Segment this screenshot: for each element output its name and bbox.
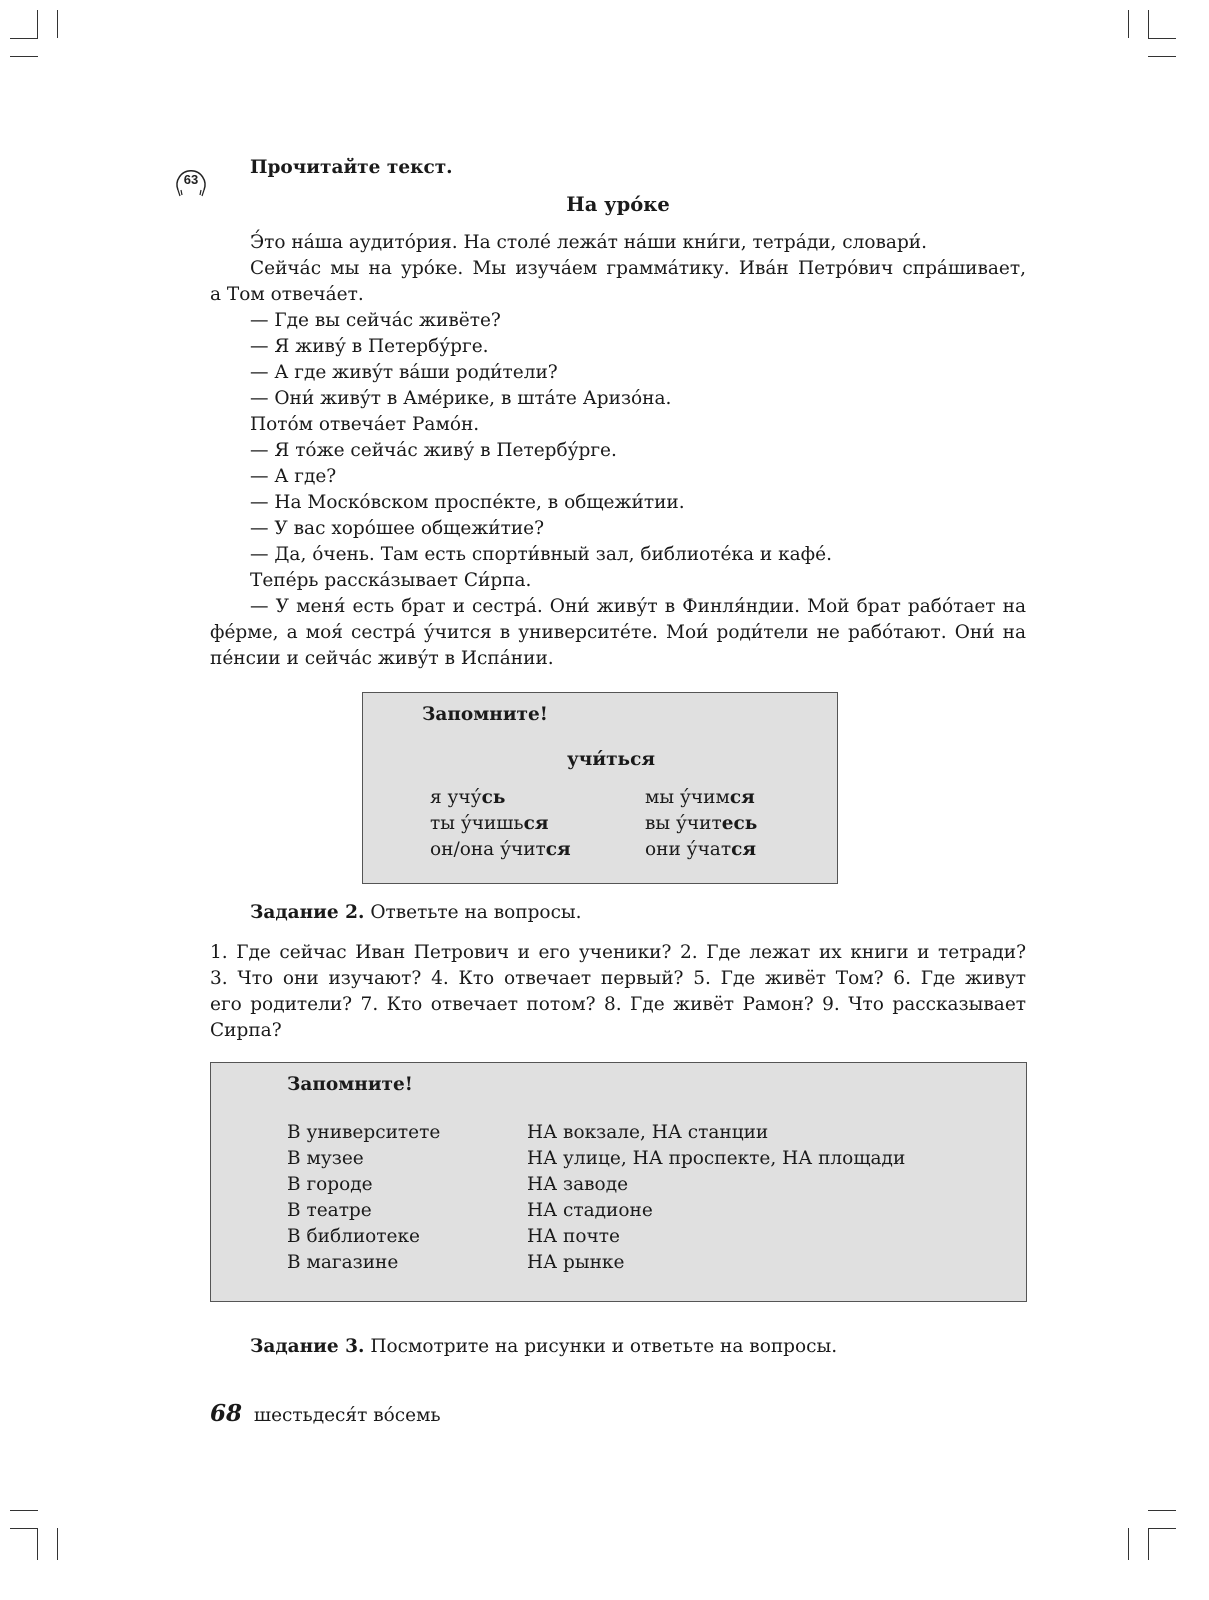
v-item: В театре: [287, 1200, 372, 1221]
question-line: 1. Где сейчас Иван Петрович и его ученики? 2. Где лежат их книги и тетради?: [210, 942, 1026, 963]
crop-mark: [1148, 1510, 1176, 1511]
crop-mark: [37, 1528, 38, 1560]
na-item: НА улице, НА проспекте, НА площади: [527, 1148, 906, 1169]
crop-mark: [57, 1528, 58, 1560]
crop-mark: [1128, 10, 1129, 38]
form-stem: вы у́чит: [645, 813, 722, 834]
crop-mark: [10, 1528, 38, 1529]
form-stem: я учу́: [430, 787, 482, 808]
text-line: — А где?: [250, 466, 337, 487]
text-line: — Да, о́чень. Там есть спорти́вный зал, библиоте́ка и кафе́.: [250, 544, 832, 565]
text-line: фе́рме, а моя́ сестра́ у́чится в университе́те. Мои́ роди́тели не рабо́тают. Они́ на: [210, 622, 1026, 643]
reading-text: [210, 230, 1026, 672]
text-line: Э́то на́ша аудито́рия. На столе́ лежа́т на́ши кни́ги, тетра́ди, словари́.: [250, 232, 928, 253]
text-line: — Я то́же сейча́с живу́ в Петербу́рге.: [250, 440, 617, 461]
question-line: Сирпа?: [210, 1020, 282, 1041]
text-line: Сейча́с мы на уро́ке. Мы изуча́ем грамма́тику. Ива́н Петро́вич спра́шивает,: [250, 258, 1026, 279]
na-item: НА стадионе: [527, 1200, 653, 1221]
na-item: НА заводе: [527, 1174, 629, 1195]
form-stem: они у́чат: [645, 839, 732, 860]
task-text: Посмотрите на рисунки и ответьте на вопросы.: [370, 1336, 838, 1357]
v-item: В городе: [287, 1174, 373, 1195]
text-line: Тепе́рь расска́зывает Си́рпа.: [250, 570, 532, 591]
headphones-audio-icon: [174, 160, 208, 194]
text-line: — На Моско́вском проспе́кте, в общежи́тии.: [250, 492, 685, 513]
question-line: 3. Что они изучают? 4. Кто отвечает первый? 5. Где живёт Том? 6. Где живут: [210, 968, 1026, 989]
crop-mark: [1128, 1528, 1129, 1560]
crop-mark: [57, 10, 58, 38]
na-item: НА почте: [527, 1226, 620, 1247]
crop-mark: [10, 38, 38, 39]
form-ending: ся: [729, 787, 755, 808]
remember-box-conjugation: [362, 692, 838, 884]
text-line: — Где вы сейча́с живёте?: [250, 310, 501, 331]
text-title: На уро́ке: [566, 193, 670, 216]
crop-mark: [37, 10, 38, 38]
text-line: а Том отвеча́ет.: [210, 284, 364, 305]
text-line: — А где живу́т ва́ши роди́тели?: [250, 362, 558, 383]
crop-mark: [1148, 56, 1176, 57]
na-item: НА вокзале, НА станции: [527, 1122, 769, 1143]
crop-mark: [1148, 38, 1176, 39]
text-line: Пото́м отвеча́ет Рамо́н.: [250, 414, 480, 435]
conjugation-form: [430, 811, 549, 837]
task-text: Ответьте на вопросы.: [370, 902, 582, 923]
verb-infinitive: учи́ться: [566, 749, 656, 770]
form-ending: есь: [721, 813, 758, 834]
box-title: Запомните!: [287, 1074, 413, 1095]
conjugation-form: [430, 837, 571, 863]
crop-mark: [1148, 1528, 1176, 1529]
v-item: В магазине: [287, 1252, 399, 1273]
crop-mark: [1148, 1528, 1149, 1560]
form-stem: он/она у́чит: [430, 839, 546, 860]
conjugation-form: [430, 785, 505, 811]
task-label: Задание 3.: [250, 1336, 365, 1357]
text-line: — Они́ живу́т в Аме́рике, в шта́те Аризо́на.: [250, 388, 672, 409]
page-footer: [210, 1400, 441, 1427]
form-stem: мы у́чим: [645, 787, 730, 808]
remember-box-prepositions: [210, 1062, 1027, 1302]
conjugation-form: [645, 811, 757, 837]
question-line: его родители? 7. Кто отвечает потом? 8. Где живёт Рамон? 9. Что рассказывает: [210, 994, 1026, 1015]
form-ending: ся: [545, 839, 571, 860]
text-line: — Я живу́ в Петербу́рге.: [250, 336, 489, 357]
crop-mark: [10, 56, 38, 57]
v-item: В библиотеке: [287, 1226, 420, 1247]
crop-mark: [1148, 10, 1149, 38]
task-3-heading: [250, 1336, 837, 1357]
crop-mark: [10, 1510, 38, 1511]
text-line: пе́нсии и сейча́с живу́т в Испа́нии.: [210, 648, 554, 669]
box-title: Запомните!: [422, 704, 548, 725]
page-number-words: шестьдеся́т во́семь: [253, 1405, 441, 1426]
conjugation-form: [645, 785, 755, 811]
page-number: 68: [210, 1400, 243, 1427]
form-ending: сь: [481, 787, 506, 808]
conjugation-form: [645, 837, 756, 863]
text-line: — У меня́ есть брат и сестра́. Они́ живу́т в Финля́ндии. Мой брат рабо́тает на: [250, 596, 1026, 617]
task-label: Задание 2.: [250, 902, 365, 923]
na-list: [527, 1120, 905, 1276]
form-ending: ся: [523, 813, 549, 834]
v-item: В университете: [287, 1122, 441, 1143]
v-item: В музее: [287, 1148, 364, 1169]
text-line: — У вас хоро́шее общежи́тие?: [250, 518, 545, 539]
form-stem: ты у́чишь: [430, 813, 524, 834]
svg-text:63: 63: [183, 172, 199, 187]
instruction: Прочитайте текст.: [250, 157, 453, 178]
v-list: [287, 1120, 440, 1276]
na-item: НА рынке: [527, 1252, 625, 1273]
task-2-questions: [210, 940, 1026, 1044]
form-ending: ся: [731, 839, 756, 860]
task-2-heading: [250, 902, 582, 923]
